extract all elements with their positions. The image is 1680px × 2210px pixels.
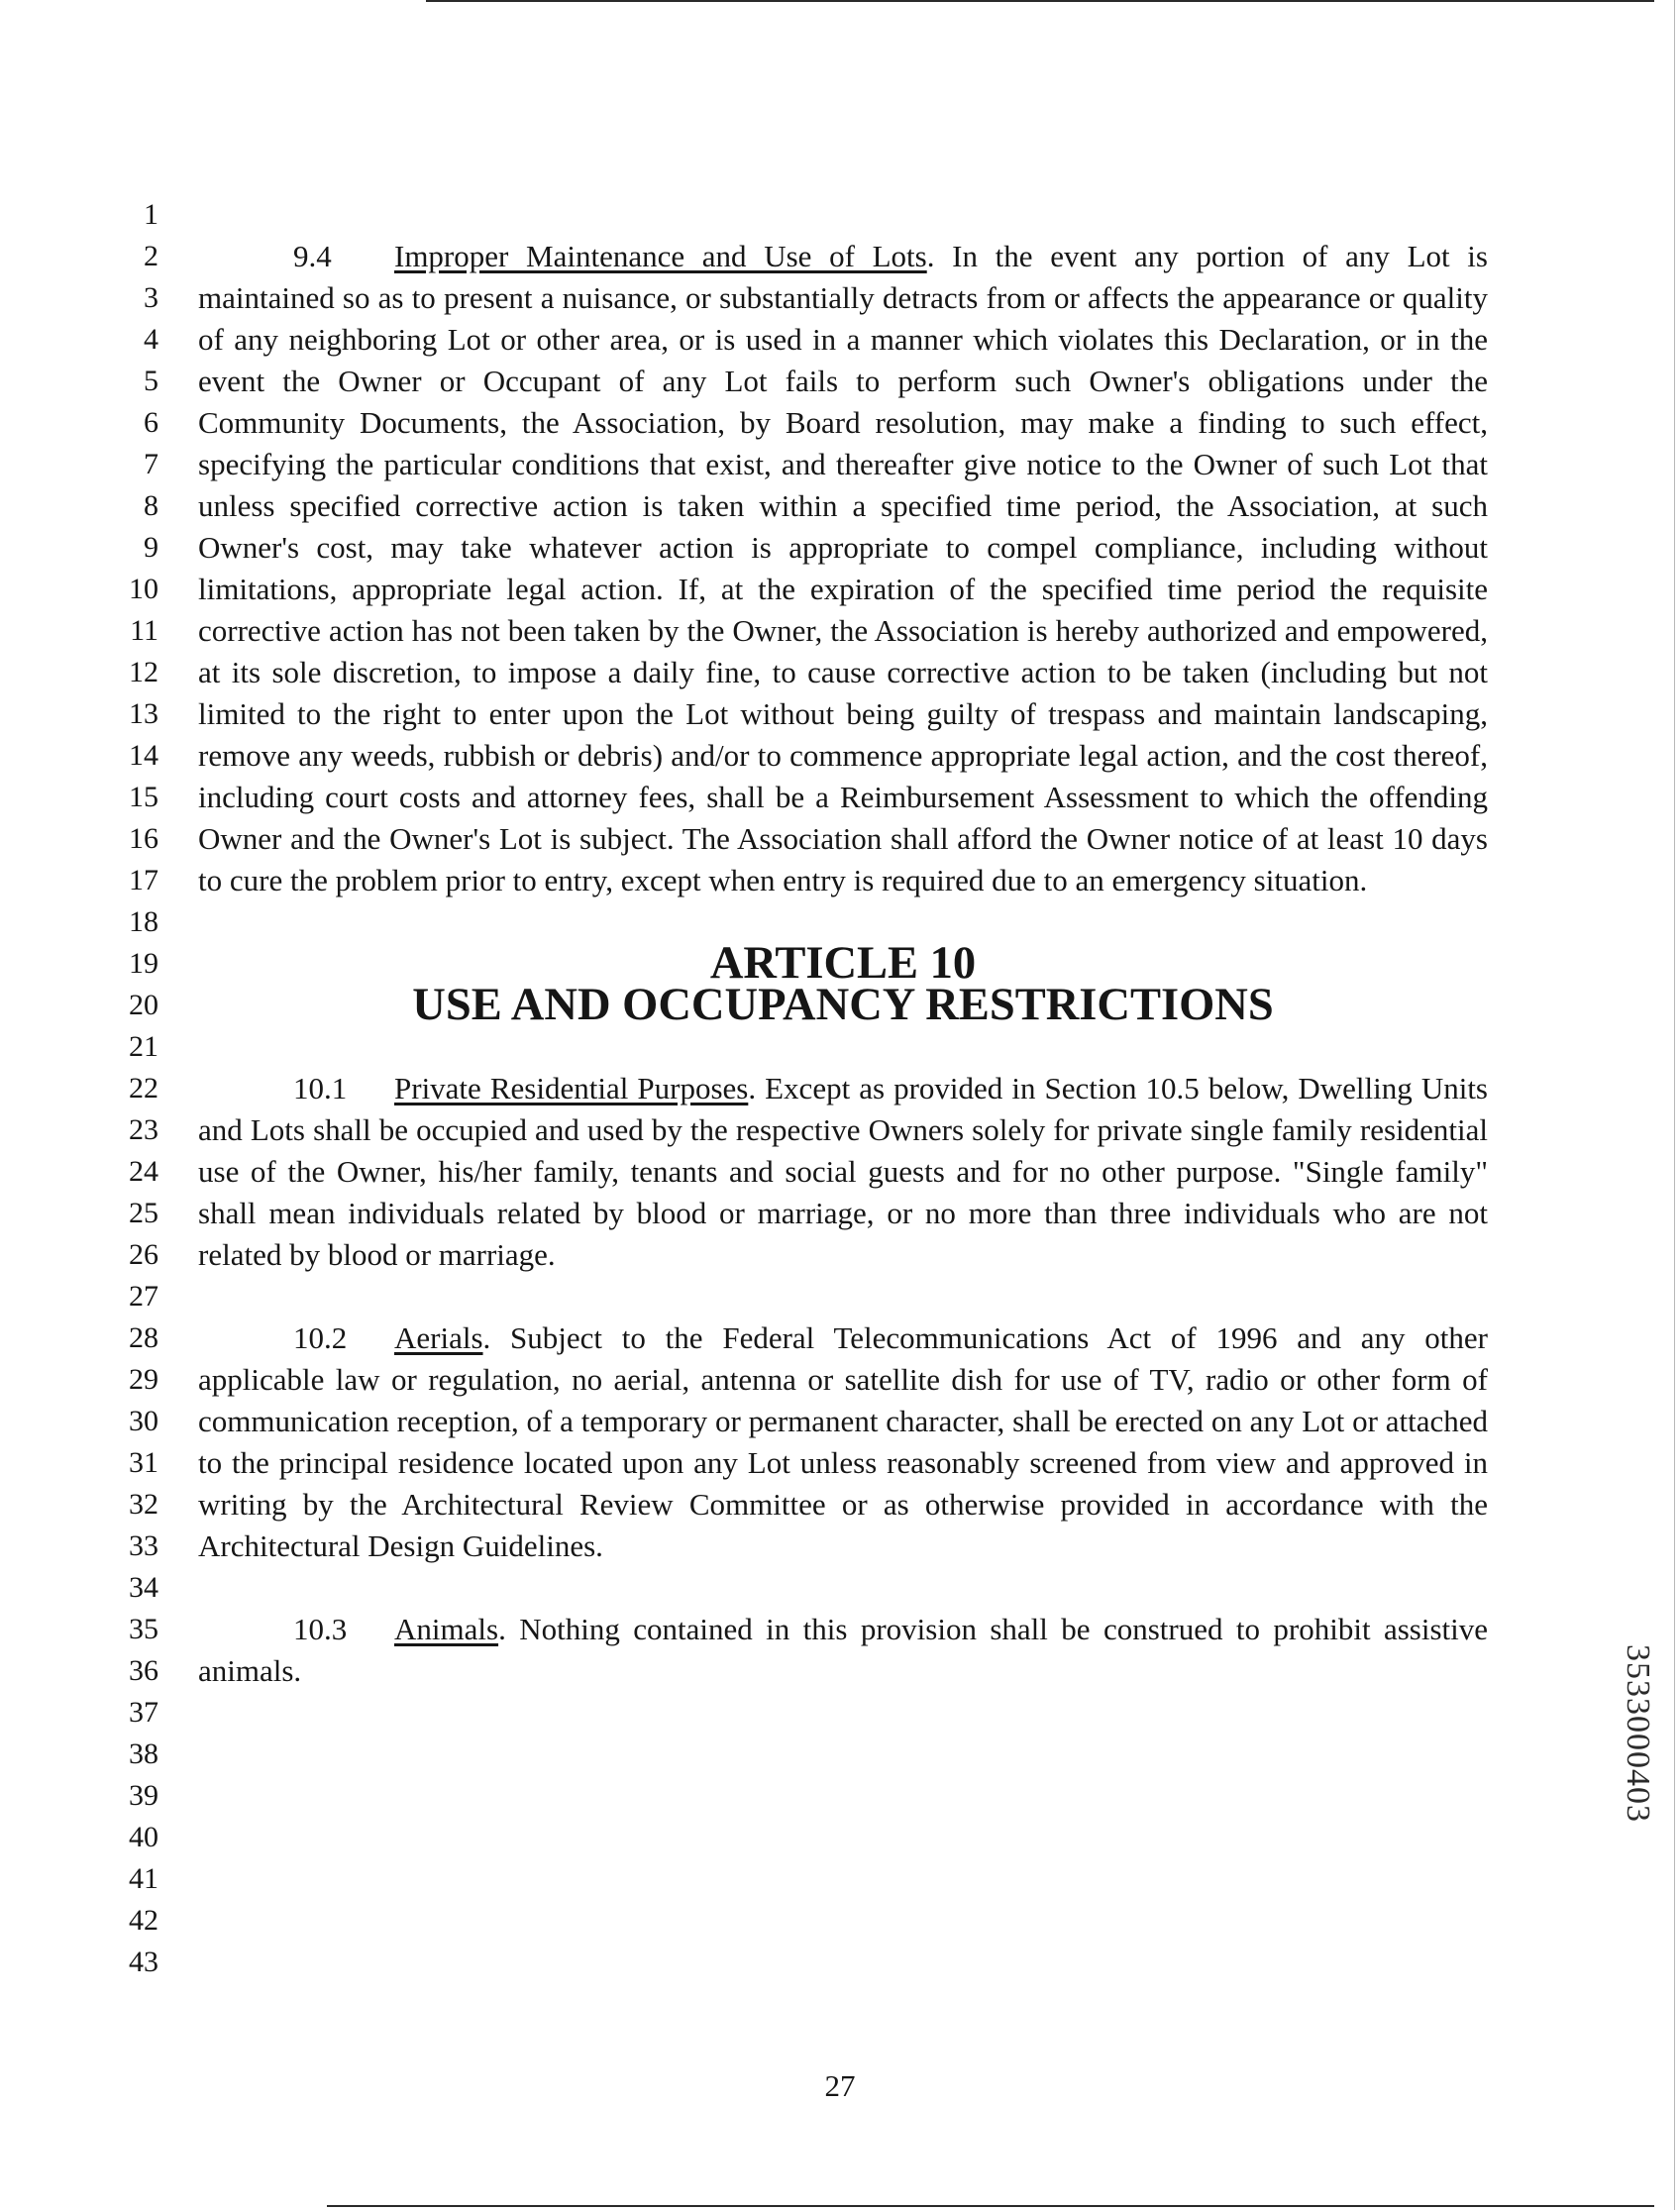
section-title: Aerials [394, 1320, 483, 1355]
line-number: 18 [129, 905, 158, 938]
line-number: 20 [129, 989, 158, 1021]
blank-line [198, 1276, 1488, 1317]
line-number-column [99, 194, 158, 1983]
line-number: 24 [129, 1155, 158, 1188]
document-stamp [1608, 1585, 1667, 1882]
line-number: 2 [144, 240, 158, 272]
line-number: 27 [129, 1280, 158, 1313]
document-stamp-text: 3533000403 [1620, 1644, 1656, 1823]
scan-bottom-edge [327, 2205, 1654, 2207]
line-number: 32 [129, 1488, 158, 1521]
line-number: 9 [144, 531, 158, 564]
blank-line [198, 1026, 1488, 1068]
line-number: 15 [129, 781, 158, 813]
section-body: . Nothing contained in this provision shall be construed to prohibit assistive animals. [198, 1612, 1488, 1688]
blank-line [198, 1567, 1488, 1609]
line-number: 37 [129, 1696, 158, 1729]
section-body: . Except as provided in Section 10.5 below, Dwelling Units and Lots shall be occupied and used by the respective Owners solely for private single family residential use of the Owner, his/her family, tenants and social guests and for no other purpose. "Single family" shall mean individuals related by blood or marriage, or no more than three individuals who are not related by blood or marriage. [198, 1071, 1488, 1272]
section-number: 9.4 [293, 239, 332, 273]
line-number: 43 [129, 1946, 158, 1978]
line-number: 21 [129, 1030, 158, 1063]
line-number: 6 [144, 406, 158, 439]
section-title: Improper Maintenance and Use of Lots [394, 239, 927, 273]
line-number: 7 [144, 448, 158, 480]
section-body: . In the event any portion of any Lot is maintained so as to present a nuisance, or substantially detracts from or affects the appearance or quality of any neighboring Lot or other area, or is used in a manner which violates this Declaration, or in the event the Owner or Occupant of any Lot fails to perform such Owner's obligations under the Community Documents, the Association, by Board resolution, may make a finding to such effect, specifying the particular conditions that exist, and thereafter give notice to the Owner of such Lot that unless specified corrective action is taken within a specified time period, the Association, at such Owner's cost, may take whatever action is appropriate to compel compliance, including without limitations, appropriate legal action. If, at the expiration of the specified time period the requisite corrective action has not been taken by the Owner, the Association is hereby authorized and empowered, at its sole discretion, to impose a daily fine, to cause corrective action to be taken (including but not limited to the right to enter upon the Lot without being guilty of trespass and maintain landscaping, remove any weeds, rubbish or debris) and/or to commence appropriate legal action, and the cost thereof, including court costs and attorney fees, shall be a Reimbursement Assessment to which the offending Owner and the Owner's Lot is subject. The Association shall afford the Owner notice of at least 10 days to cure the problem prior to entry, except when entry is required due to an emergency situation. [198, 239, 1488, 897]
line-number: 5 [144, 365, 158, 397]
line-number: 36 [129, 1654, 158, 1687]
line-number: 11 [130, 614, 158, 647]
section-title: Private Residential Purposes [394, 1071, 749, 1105]
line-number: 17 [129, 864, 158, 896]
line-number: 38 [129, 1737, 158, 1770]
line-number: 35 [129, 1613, 158, 1645]
line-number: 12 [129, 656, 158, 688]
blank-line [198, 901, 1488, 943]
line-number: 1 [144, 198, 158, 231]
line-number: 3 [144, 281, 158, 314]
line-number: 29 [129, 1363, 158, 1396]
line-number: 34 [129, 1571, 158, 1604]
line-number: 10 [129, 573, 158, 605]
line-number: 23 [129, 1113, 158, 1146]
scan-top-edge [426, 0, 1654, 2]
section-10-1 [198, 1068, 1488, 1276]
section-10-3 [198, 1609, 1488, 1692]
line-number: 25 [129, 1197, 158, 1229]
line-number: 41 [129, 1862, 158, 1895]
line-number: 28 [129, 1321, 158, 1354]
line-number: 33 [129, 1529, 158, 1562]
line-number: 19 [129, 947, 158, 980]
line-number: 8 [144, 489, 158, 522]
line-number: 30 [129, 1405, 158, 1437]
section-9-4 [198, 236, 1488, 901]
line-number: 40 [129, 1821, 158, 1853]
section-number: 10.2 [293, 1320, 348, 1355]
section-number: 10.3 [293, 1612, 348, 1646]
line-number: 16 [129, 822, 158, 855]
line-number: 22 [129, 1072, 158, 1105]
line-number: 14 [129, 739, 158, 772]
line-number: 13 [129, 697, 158, 730]
section-number: 10.1 [293, 1071, 348, 1105]
line-number: 39 [129, 1779, 158, 1812]
page-number: 27 [824, 2068, 856, 2103]
scan-right-edge [1674, 0, 1675, 2210]
line-number: 26 [129, 1238, 158, 1271]
section-body: . Subject to the Federal Telecommunications Act of 1996 and any other applicable law or regulation, no aerial, antenna or satellite dish for use of TV, radio or other form of communication reception, of a temporary or permanent character, shall be erected on any Lot or attached to the principal residence located upon any Lot unless reasonably screened from view and approved in writing by the Architectural Review Committee or as otherwise provided in accordance with the Architectural Design Guidelines. [198, 1320, 1488, 1563]
section-10-2 [198, 1317, 1488, 1567]
article-heading: ARTICLE 10 [709, 938, 977, 989]
line-number: 31 [129, 1446, 158, 1479]
line-number: 42 [129, 1904, 158, 1937]
line-number: 4 [144, 323, 158, 356]
document-body [198, 236, 1488, 1692]
article-subheading: USE AND OCCUPANCY RESTRICTIONS [412, 980, 1274, 1030]
section-title: Animals [394, 1612, 499, 1646]
